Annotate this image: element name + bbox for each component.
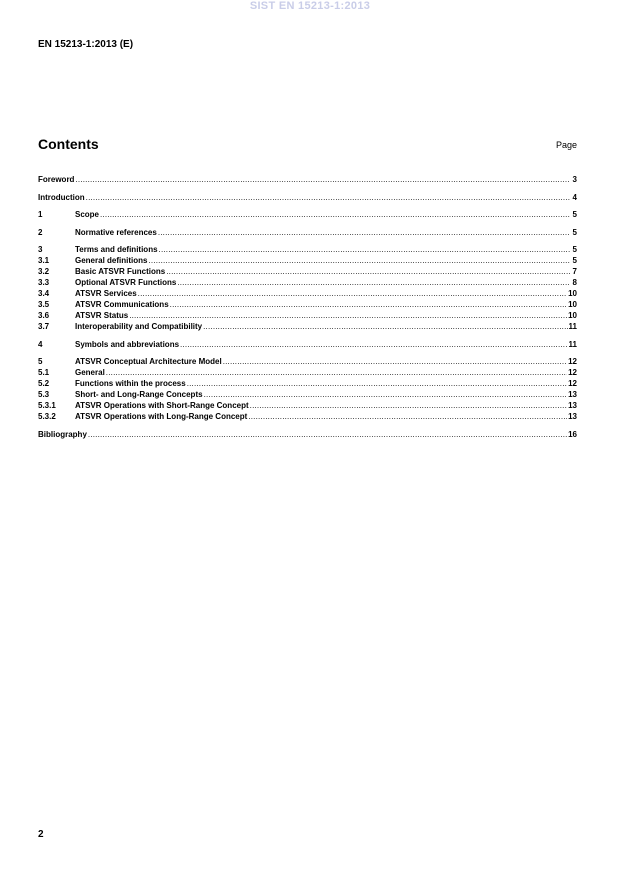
toc-leader-dots bbox=[248, 411, 567, 422]
toc-entry-number: 5 bbox=[38, 357, 43, 366]
toc-entry[interactable] bbox=[38, 367, 577, 378]
toc-entry[interactable] bbox=[38, 310, 577, 321]
toc-entry-number: 3 bbox=[38, 245, 43, 254]
toc-leader-dots bbox=[203, 321, 567, 332]
toc-entry[interactable] bbox=[38, 227, 577, 238]
toc-entry-page: 5 bbox=[572, 210, 577, 219]
toc-entry-title: General bbox=[75, 368, 105, 377]
toc-entry-number: 3.3 bbox=[38, 278, 50, 287]
toc-entry-number: 4 bbox=[38, 339, 43, 349]
toc-leader-dots bbox=[180, 339, 568, 350]
contents-heading: Contents bbox=[38, 136, 99, 152]
toc-entry-page: 16 bbox=[568, 429, 577, 439]
toc-entry[interactable] bbox=[38, 192, 577, 203]
toc-entry[interactable] bbox=[38, 378, 577, 389]
toc-entry-title: Bibliography bbox=[38, 429, 87, 439]
toc-entry-title: ATSVR Operations with Short-Range Concept bbox=[75, 401, 249, 410]
toc-entry[interactable] bbox=[38, 429, 577, 440]
toc-entry[interactable] bbox=[38, 288, 577, 299]
toc-entry-number: 5.3.2 bbox=[38, 412, 56, 421]
toc-entry-page: 13 bbox=[568, 412, 577, 421]
toc-entry-title: ATSVR Communications bbox=[75, 300, 169, 309]
toc-entry-number: 3.4 bbox=[38, 289, 50, 298]
toc-entry-title: Introduction bbox=[38, 192, 85, 202]
toc-entry-title: Short- and Long-Range Concepts bbox=[75, 390, 203, 399]
table-of-contents bbox=[38, 174, 577, 440]
toc-entry-title: Scope bbox=[75, 210, 100, 219]
toc-entry-page: 12 bbox=[568, 368, 577, 377]
toc-entry-title: ATSVR Operations with Long-Range Concept bbox=[75, 412, 248, 421]
toc-leader-dots bbox=[170, 299, 567, 310]
toc-entry-title: Symbols and abbreviations bbox=[75, 339, 180, 349]
toc-entry[interactable] bbox=[38, 339, 577, 350]
toc-entry[interactable] bbox=[38, 411, 577, 422]
toc-entry-number: 3.2 bbox=[38, 267, 50, 276]
toc-leader-dots bbox=[250, 400, 567, 411]
toc-entry-number: 1 bbox=[38, 210, 43, 219]
toc-leader-dots bbox=[177, 277, 570, 288]
toc-entry-page: 10 bbox=[568, 300, 577, 309]
toc-entry[interactable] bbox=[38, 356, 577, 367]
toc-entry-page: 13 bbox=[568, 390, 577, 399]
toc-leader-dots bbox=[204, 389, 568, 400]
toc-entry[interactable] bbox=[38, 209, 577, 220]
toc-entry-title: Optional ATSVR Functions bbox=[75, 278, 177, 287]
toc-leader-dots bbox=[187, 378, 567, 389]
toc-leader-dots bbox=[129, 310, 567, 321]
toc-leader-dots bbox=[148, 255, 570, 266]
toc-entry-number: 3.7 bbox=[38, 322, 50, 331]
toc-leader-dots bbox=[159, 244, 570, 255]
toc-entry-title: ATSVR Services bbox=[75, 289, 137, 298]
toc-entry[interactable] bbox=[38, 255, 577, 266]
toc-leader-dots bbox=[75, 174, 570, 185]
toc-leader-dots bbox=[100, 209, 570, 220]
toc-entry-page: 4 bbox=[572, 192, 577, 202]
toc-entry-page: 12 bbox=[568, 357, 577, 366]
page-number: 2 bbox=[38, 829, 44, 840]
toc-entry-page: 11 bbox=[568, 322, 577, 331]
toc-entry-page: 10 bbox=[568, 289, 577, 298]
toc-entry-title: Basic ATSVR Functions bbox=[75, 267, 166, 276]
toc-entry[interactable] bbox=[38, 400, 577, 411]
toc-entry-title: Interoperability and Compatibility bbox=[75, 322, 203, 331]
toc-entry-number: 3.6 bbox=[38, 311, 50, 320]
toc-entry-page: 5 bbox=[572, 245, 577, 254]
toc-leader-dots bbox=[158, 227, 570, 238]
toc-leader-dots bbox=[86, 192, 570, 203]
toc-leader-dots bbox=[166, 266, 570, 277]
toc-entry-page: 5 bbox=[572, 227, 577, 237]
toc-entry-title: Normative references bbox=[75, 227, 157, 237]
toc-entry-title: Functions within the process bbox=[75, 379, 186, 388]
toc-entry-page: 11 bbox=[568, 339, 577, 349]
toc-leader-dots bbox=[223, 356, 567, 367]
toc-entry-page: 8 bbox=[572, 278, 577, 287]
watermark: SIST EN 15213-1:2013 bbox=[249, 0, 371, 12]
toc-entry[interactable] bbox=[38, 266, 577, 277]
toc-entry-title: Terms and definitions bbox=[75, 245, 158, 254]
toc-entry[interactable] bbox=[38, 299, 577, 310]
toc-entry-number: 2 bbox=[38, 227, 43, 237]
document-id: EN 15213-1:2013 (E) bbox=[38, 39, 134, 50]
toc-entry[interactable] bbox=[38, 321, 577, 332]
toc-entry-number: 3.1 bbox=[38, 256, 50, 265]
toc-leader-dots bbox=[88, 429, 567, 440]
toc-entry-title: Foreword bbox=[38, 175, 75, 184]
toc-entry[interactable] bbox=[38, 244, 577, 255]
toc-entry-page: 5 bbox=[572, 256, 577, 265]
toc-entry-page: 3 bbox=[572, 175, 577, 184]
toc-entry-number: 5.3 bbox=[38, 390, 50, 399]
toc-entry-number: 3.5 bbox=[38, 300, 50, 309]
page-column-label: Page bbox=[555, 140, 577, 150]
toc-entry-page: 13 bbox=[568, 401, 577, 410]
toc-entry[interactable] bbox=[38, 277, 577, 288]
toc-entry[interactable] bbox=[38, 389, 577, 400]
toc-entry-page: 10 bbox=[568, 311, 577, 320]
toc-entry-number: 5.2 bbox=[38, 379, 50, 388]
toc-entry-title: ATSVR Status bbox=[75, 311, 129, 320]
toc-entry-page: 7 bbox=[572, 267, 577, 276]
toc-leader-dots bbox=[138, 288, 567, 299]
toc-entry-title: ATSVR Conceptual Architecture Model bbox=[75, 357, 222, 366]
toc-entry-number: 5.3.1 bbox=[38, 401, 56, 410]
toc-leader-dots bbox=[106, 367, 567, 378]
toc-entry-title: General definitions bbox=[75, 256, 148, 265]
toc-entry-page: 12 bbox=[568, 379, 577, 388]
toc-entry-number: 5.1 bbox=[38, 368, 50, 377]
toc-entry[interactable] bbox=[38, 174, 577, 185]
